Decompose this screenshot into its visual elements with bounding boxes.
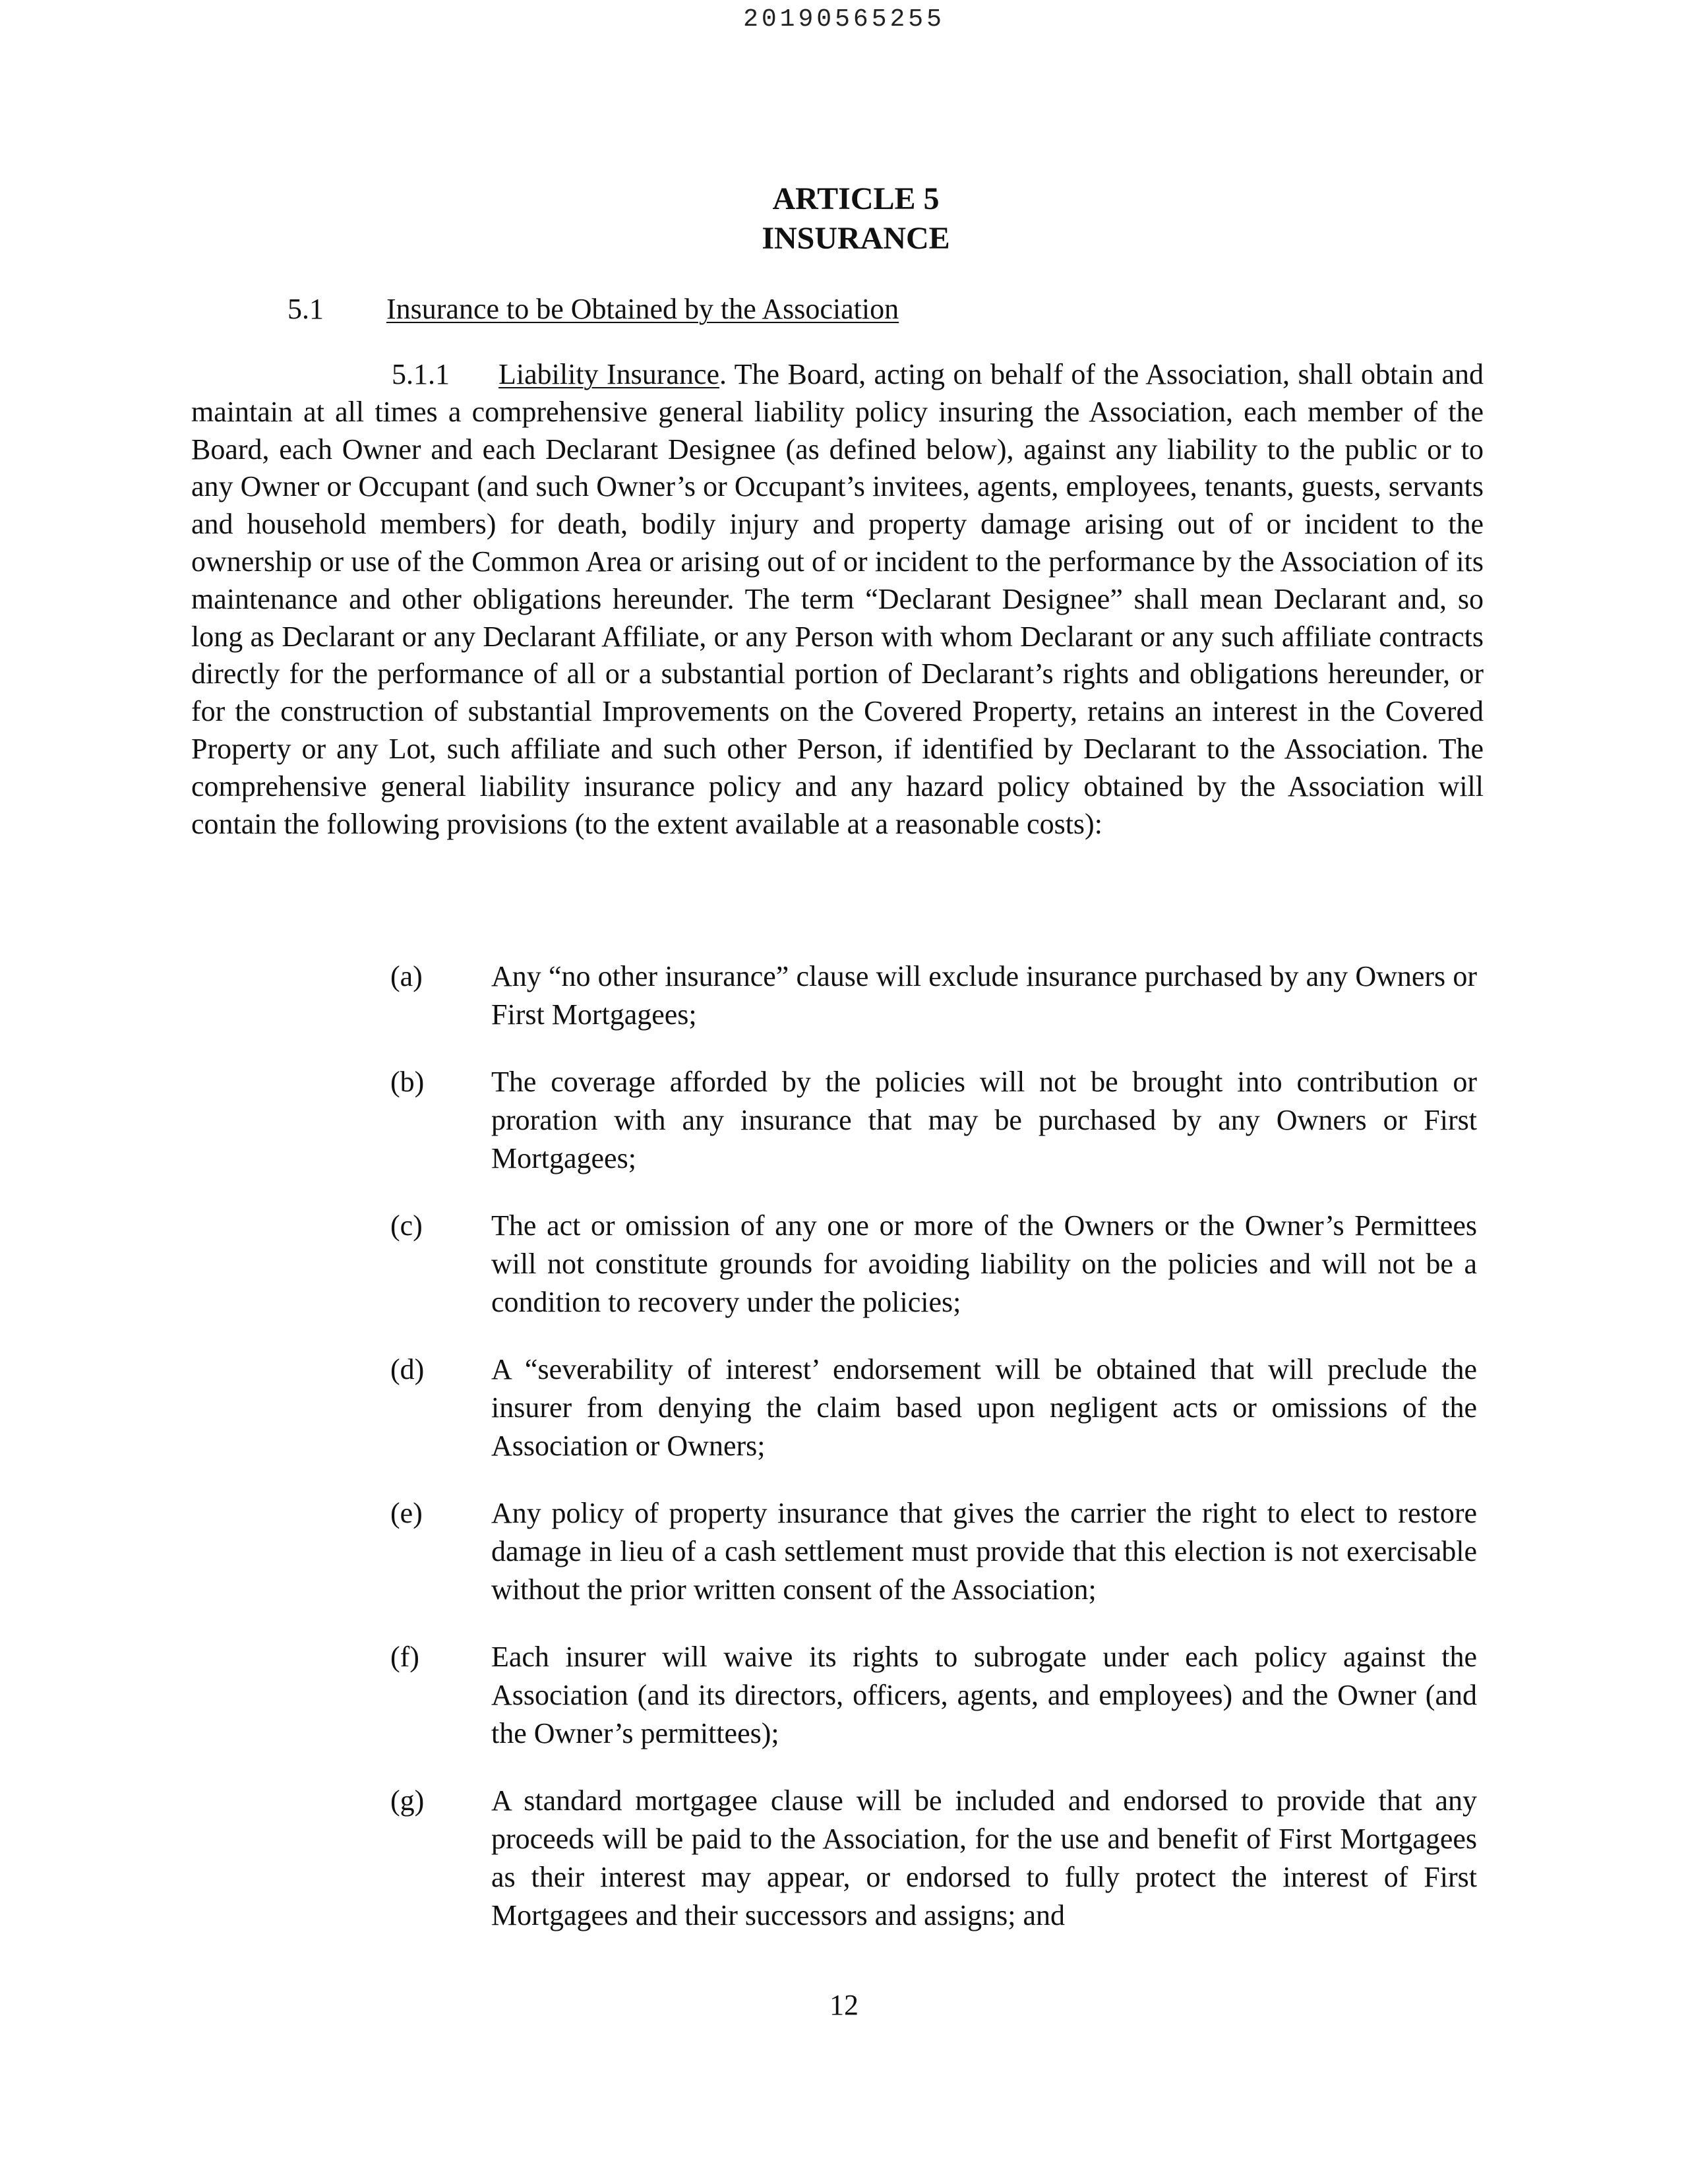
subsection-title: Liability Insurance [498, 358, 720, 390]
list-item-label: (f) [390, 1641, 419, 1673]
subsection-paragraph [191, 356, 1484, 843]
list-item-text: Each insurer will waive its rights to subrogate under each policy against the Association (and its directors, officers, agents, and employees) and the Owner (and the Owner’s permittees); [491, 1641, 1477, 1749]
section-heading [287, 290, 899, 328]
provisions-list [0, 957, 1688, 1964]
list-item-text: A “severability of interest’ endorsement will be obtained that will preclude the insurer from denying the claim based upon negligent acts or omissions of the Association or Owners; [491, 1353, 1477, 1462]
article-number: ARTICLE 5 [772, 181, 940, 216]
list-item [0, 1350, 1688, 1465]
list-item-text: The act or omission of any one or more of the Owners or the Owner’s Permittees will not constitute grounds for avoiding liability on the policies and will not be a condition to recovery under the policies; [491, 1209, 1477, 1318]
list-item-text: Any policy of property insurance that gives the carrier the right to elect to restore damage in lieu of a cash settlement must provide that this election is not exercisable without the prior written consent of the Association; [491, 1497, 1477, 1606]
list-item-label: (a) [390, 960, 423, 992]
list-item-label: (e) [390, 1497, 423, 1529]
list-item-text: The coverage afforded by the policies will not be brought into contribution or proration with any insurance that may be purchased by any Owners or First Mortgagees; [491, 1066, 1477, 1174]
list-item [0, 957, 1688, 1034]
list-item [0, 1063, 1688, 1178]
document-number: 20190565255 [743, 5, 945, 34]
list-item [0, 1782, 1688, 1935]
list-item-label: (c) [390, 1209, 423, 1242]
list-item [0, 1638, 1688, 1753]
section-title: Insurance to be Obtained by the Association [386, 293, 899, 325]
list-item [0, 1207, 1688, 1321]
list-item [0, 1494, 1688, 1609]
list-item-label: (d) [390, 1353, 425, 1385]
article-title: INSURANCE [762, 221, 950, 256]
list-item-text: A standard mortgagee clause will be included and endorsed to provide that any proceeds will be paid to the Association, for the use and benefit of First Mortgagees as their interest may appear, or endorsed to fully protect the interest of First Mortgagees and their successors and assigns; and [491, 1784, 1477, 1931]
section-number: 5.1 [287, 293, 324, 325]
list-item-label: (g) [390, 1784, 425, 1817]
subsection-body: The Board, acting on behalf of the Association, shall obtain and maintain at all times a comprehensive general liability policy insuring the Association, each member of the Board, each Owner and each Declarant Designee (as defined below), against any liability to the public or to any Owner or Occupant (and such Owner’s or Occupant’s invitees, agents, employees, tenants, guests, servants and household members) for death, bodily injury and property damage arising out of or incident to the ownership or use of the Common Area or arising out of or incident to the performance by the Association of its maintenance and other obligations hereunder. The term “Declarant Designee” shall mean Declarant and, so long as Declarant or any Declarant Affiliate, or any Person with whom Declarant or any such affiliate contracts directly for the performance of all or a substantial portion of Declarant’s rights and obligations hereunder, or for the construction of substantial Improvements on the Covered Property, retains an interest in the Covered Property or any Lot, such affiliate and such other Person, if identified by Declarant to the Association. The comprehensive general liability insurance policy and any hazard policy obtained by the Association will contain the following provisions (to the extent available at a reasonable costs): [191, 358, 1484, 840]
page-number: 12 [829, 1989, 859, 2021]
list-item-text: Any “no other insurance” clause will exclude insurance purchased by any Owners or First Mortgagees; [491, 960, 1477, 1031]
subsection-title-suffix: . [719, 358, 727, 390]
list-item-label: (b) [390, 1066, 425, 1098]
subsection-number: 5.1.1 [392, 358, 450, 390]
